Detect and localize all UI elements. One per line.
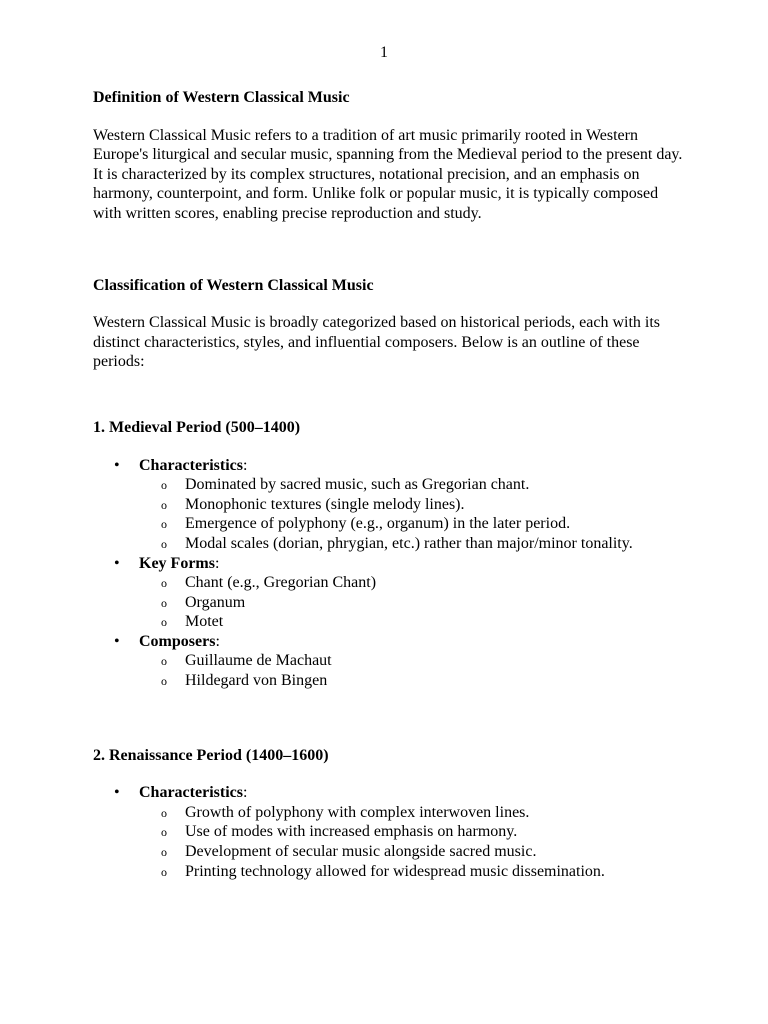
renaissance-characteristics-list — [139, 803, 683, 881]
medieval-composers-list — [139, 651, 683, 690]
list-item: o Use of modes with increased emphasis on harmony. — [139, 822, 683, 842]
definition-paragraph: Western Classical Music refers to a tradition of art music primarily rooted in Western Europe's liturgical and secular music, spanning from the Medieval period to the present day. It is characterized by its complex structures, notational precision, and an emphasis on harmony, counterpoint, and form. Unlike folk or popular music, it is typically composed with written scores, enabling precise reproduction and study. — [93, 126, 683, 222]
list-item: • Key Forms: o Chant (e.g., Gregorian Chant) o Organum o Motet — [93, 554, 683, 632]
list-item: o Dominated by sacred music, such as Gregorian chant. — [139, 475, 683, 495]
list-item: • Characteristics: o Dominated by sacred music, such as Gregorian chant. o Monophonic textures (single melody lines). o Emergence of polyphony (e.g., organum) in the later period. o Modal scales (dorian, phrygian, etc.) rather than major/minor tonality. — [93, 456, 683, 554]
medieval-key-forms-list — [139, 573, 683, 632]
classification-heading: Classification of Western Classical Music — [93, 276, 374, 294]
page-number: 1 — [380, 44, 388, 61]
list-item: o Printing technology allowed for widespread music dissemination. — [139, 862, 683, 882]
renaissance-list — [93, 783, 683, 881]
medieval-list — [93, 456, 683, 691]
medieval-key-forms-label: Key Forms — [139, 554, 215, 572]
classification-paragraph: Western Classical Music is broadly categorized based on historical periods, each with its distinct characteristics, styles, and influential composers. Below is an outline of these periods: — [93, 314, 660, 371]
list-item: • Characteristics: o Growth of polyphony with complex interwoven lines. o Use of modes with increased emphasis on harmony. o Development of secular music alongside sacred music. o Printing technology allowed for widespread music dissemination. — [93, 783, 683, 881]
medieval-characteristics-list — [139, 475, 683, 553]
list-item: o Modal scales (dorian, phrygian, etc.) rather than major/minor tonality. — [139, 534, 683, 554]
list-item: • Composers: o Guillaume de Machaut o Hildegard von Bingen — [93, 632, 683, 691]
renaissance-heading: 2. Renaissance Period (1400–1600) — [93, 746, 329, 764]
medieval-composers-label: Composers — [139, 632, 216, 650]
definition-heading: Definition of Western Classical Music — [93, 89, 350, 106]
list-item: o Emergence of polyphony (e.g., organum) in the later period. — [139, 514, 683, 534]
medieval-heading: 1. Medieval Period (500–1400) — [93, 418, 301, 436]
list-item: o Growth of polyphony with complex interwoven lines. — [139, 803, 683, 823]
renaissance-characteristics-label: Characteristics — [139, 784, 243, 802]
list-item: o Development of secular music alongside sacred music. — [139, 842, 683, 862]
list-item: o Monophonic textures (single melody lines). — [139, 495, 683, 515]
list-item: o Organum — [139, 593, 683, 613]
medieval-characteristics-label: Characteristics — [139, 456, 243, 474]
list-item: o Hildegard von Bingen — [139, 671, 683, 691]
document-body — [93, 88, 683, 881]
list-item: o Chant (e.g., Gregorian Chant) — [139, 573, 683, 593]
list-item: o Motet — [139, 612, 683, 632]
list-item: o Guillaume de Machaut — [139, 651, 683, 671]
